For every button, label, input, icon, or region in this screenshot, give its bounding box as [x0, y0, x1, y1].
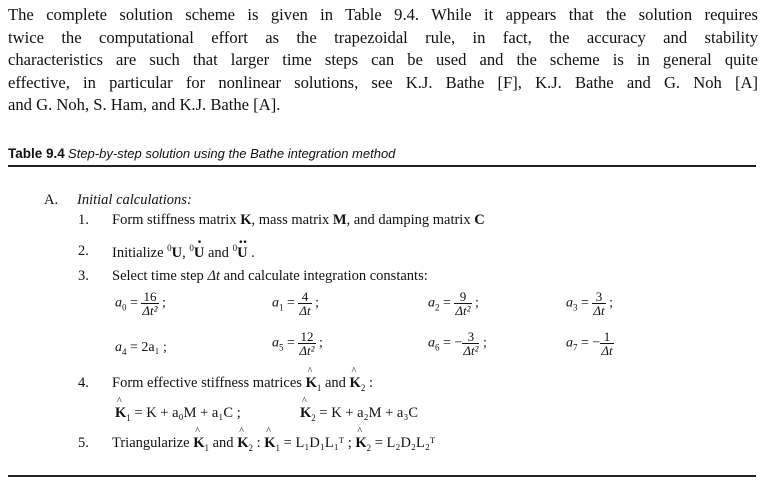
step-4-eq1: ^ $K_1 = K + a_0M + a_1C$ ; [115, 405, 241, 423]
constant-a4: $a_4 = 2a_1$ ; [115, 340, 167, 357]
step-number: 4. [78, 375, 89, 391]
step-4-text: Form effective stiffness matrices ^ $K_1$ and ^ $K_2$ : [112, 375, 373, 393]
section-title: Initial calculations: [77, 192, 192, 208]
step-1-text: Form stiffness matrix K, mass matrix M, and damping matrix C [112, 212, 485, 228]
table-caption [8, 146, 758, 162]
step-4-eq2: ^ $K_2 = K + a_2M + a_3C$ [300, 405, 418, 423]
paragraph-line: and G. Noh, S. Ham, and K.J. Bathe [A]. [8, 95, 281, 114]
step-number: 1. [78, 212, 89, 228]
constant-a0: $a_0$ = $\frac{16}{\text{Δt²}}$ ; [115, 289, 166, 318]
table-label: Table 9.4 [8, 146, 65, 161]
step-number: 3. [78, 268, 89, 284]
step-2-text: Initialize $^0$U, $^0$· U and $^0$·· U . [112, 243, 255, 262]
step-3-text: Select time step Δt and calculate integration constants: [112, 268, 428, 284]
step-5-text: Triangularize ^ $K_1$ and ^ $K_2$ : ^ $K_1$ = L₁D₁L₁ᵀ ; ^ $K_2$ = L₂D₂L₂ᵀ [112, 435, 435, 453]
step-number: 2. [78, 243, 89, 259]
paragraph-line: effective, in particular for nonlinear solutions, see K.J. Bathe [F], K.J. Bathe and G. Noh [A] [8, 72, 758, 92]
table-bottom-rule [8, 475, 756, 477]
paragraph-line: The complete solution scheme is given in Table 9.4. While it appears that the solution requires [8, 5, 758, 24]
intro-paragraph [8, 4, 758, 117]
paragraph-line: twice the computational effort as the trapezoidal rule, in fact, the accuracy and stability [8, 27, 758, 47]
paragraph-line: characteristics are such that larger time steps can be used and the scheme is in general quite [8, 50, 758, 69]
constant-a7: $a_7$ = − $\frac{1}{\Delta t}$ [566, 329, 613, 358]
constant-a5: $a_5$ = $\frac{12}{\text{Δt²}}$ ; [272, 329, 323, 358]
section-letter: A. [44, 192, 59, 208]
table-top-rule [8, 165, 756, 167]
table-title: Step-by-step solution using the Bathe integration method [68, 146, 396, 161]
constant-a6: $a_6$ = − $\frac{3}{\text{Δt²}}$ ; [428, 329, 487, 358]
constant-a3: $a_3$ = $\frac{3}{\Delta t}$ ; [566, 289, 614, 318]
step-number: 5. [78, 435, 89, 451]
constant-a2: $a_2$ = $\frac{9}{\text{Δt²}}$ ; [428, 289, 479, 318]
constant-a1: $a_1$ = $\frac{4}{\Delta t}$ ; [272, 289, 320, 318]
